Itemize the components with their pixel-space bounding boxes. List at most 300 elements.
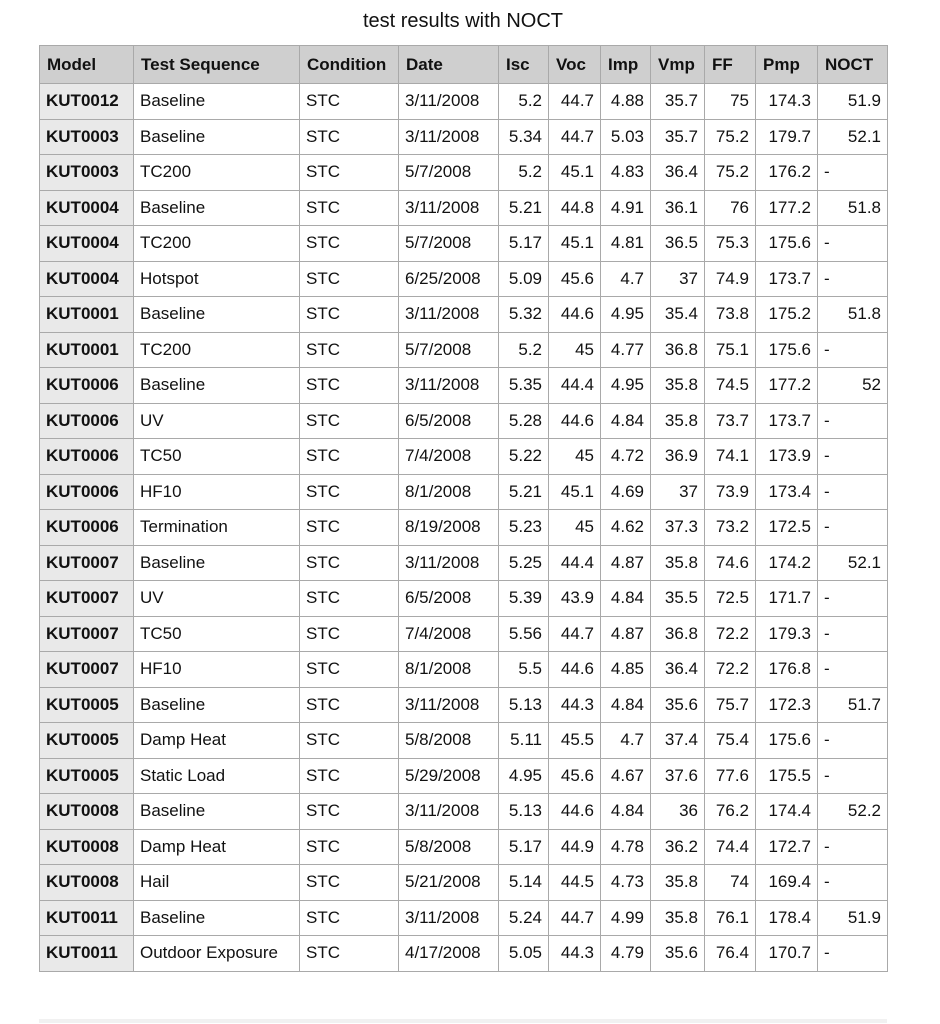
cell-imp: 4.85 xyxy=(601,652,651,688)
cell-vmp: 35.5 xyxy=(651,581,705,617)
cell-imp: 4.78 xyxy=(601,829,651,865)
cell-date: 6/5/2008 xyxy=(399,581,499,617)
cell-pmp: 174.2 xyxy=(756,545,818,581)
cell-vmp: 35.7 xyxy=(651,119,705,155)
cell-test-sequence: HF10 xyxy=(134,652,300,688)
cell-voc: 44.7 xyxy=(549,900,601,936)
cell-model: KUT0007 xyxy=(40,581,134,617)
cell-date: 3/11/2008 xyxy=(399,119,499,155)
cell-model: KUT0001 xyxy=(40,297,134,333)
cell-imp: 4.62 xyxy=(601,510,651,546)
cell-pmp: 173.4 xyxy=(756,474,818,510)
cell-noct: 51.9 xyxy=(818,84,888,120)
cell-condition: STC xyxy=(300,332,399,368)
cell-test-sequence: Baseline xyxy=(134,84,300,120)
cell-isc: 5.21 xyxy=(499,474,549,510)
cell-ff: 75.3 xyxy=(705,226,756,262)
cell-ff: 73.2 xyxy=(705,510,756,546)
cell-vmp: 36.5 xyxy=(651,226,705,262)
cell-condition: STC xyxy=(300,758,399,794)
table-row xyxy=(40,119,888,155)
cell-test-sequence: TC200 xyxy=(134,332,300,368)
cell-date: 5/7/2008 xyxy=(399,226,499,262)
cell-model: KUT0001 xyxy=(40,332,134,368)
cell-vmp: 35.7 xyxy=(651,84,705,120)
column-header-condition: Condition xyxy=(300,46,399,84)
cell-test-sequence: Outdoor Exposure xyxy=(134,936,300,972)
table-row xyxy=(40,687,888,723)
cell-vmp: 35.8 xyxy=(651,403,705,439)
cell-test-sequence: Hail xyxy=(134,865,300,901)
table-row xyxy=(40,652,888,688)
cell-imp: 5.03 xyxy=(601,119,651,155)
cell-voc: 45 xyxy=(549,439,601,475)
cell-voc: 45.1 xyxy=(549,474,601,510)
table-body xyxy=(40,84,888,972)
cell-pmp: 170.7 xyxy=(756,936,818,972)
cell-ff: 77.6 xyxy=(705,758,756,794)
cell-pmp: 174.4 xyxy=(756,794,818,830)
cell-ff: 74.4 xyxy=(705,829,756,865)
cell-voc: 44.7 xyxy=(549,119,601,155)
cell-imp: 4.95 xyxy=(601,368,651,404)
cell-test-sequence: Baseline xyxy=(134,545,300,581)
cell-vmp: 37 xyxy=(651,261,705,297)
cell-condition: STC xyxy=(300,368,399,404)
table-row xyxy=(40,758,888,794)
cell-ff: 74 xyxy=(705,865,756,901)
cell-date: 6/25/2008 xyxy=(399,261,499,297)
cell-model: KUT0004 xyxy=(40,261,134,297)
cell-ff: 72.5 xyxy=(705,581,756,617)
cell-voc: 44.4 xyxy=(549,545,601,581)
cell-test-sequence: TC200 xyxy=(134,226,300,262)
cell-test-sequence: HF10 xyxy=(134,474,300,510)
cell-pmp: 177.2 xyxy=(756,368,818,404)
cell-imp: 4.72 xyxy=(601,439,651,475)
cell-ff: 75.2 xyxy=(705,155,756,191)
cell-model: KUT0007 xyxy=(40,652,134,688)
cell-date: 5/29/2008 xyxy=(399,758,499,794)
cell-ff: 75.2 xyxy=(705,119,756,155)
cell-condition: STC xyxy=(300,900,399,936)
cell-pmp: 176.8 xyxy=(756,652,818,688)
cell-pmp: 175.2 xyxy=(756,297,818,333)
column-header-imp: Imp xyxy=(601,46,651,84)
cell-vmp: 36.8 xyxy=(651,616,705,652)
cell-test-sequence: Baseline xyxy=(134,794,300,830)
cell-test-sequence: Baseline xyxy=(134,297,300,333)
cell-date: 3/11/2008 xyxy=(399,84,499,120)
cell-pmp: 172.5 xyxy=(756,510,818,546)
cell-ff: 75 xyxy=(705,84,756,120)
cell-model: KUT0006 xyxy=(40,439,134,475)
cell-model: KUT0005 xyxy=(40,687,134,723)
cell-date: 6/5/2008 xyxy=(399,403,499,439)
cell-date: 5/8/2008 xyxy=(399,723,499,759)
cell-noct: - xyxy=(818,758,888,794)
cell-voc: 44.7 xyxy=(549,84,601,120)
table-row xyxy=(40,474,888,510)
cell-ff: 74.1 xyxy=(705,439,756,475)
cell-pmp: 175.6 xyxy=(756,226,818,262)
column-header-voc: Voc xyxy=(549,46,601,84)
cell-condition: STC xyxy=(300,403,399,439)
cell-voc: 45.5 xyxy=(549,723,601,759)
cell-vmp: 35.8 xyxy=(651,545,705,581)
cell-noct: 51.7 xyxy=(818,687,888,723)
cell-model: KUT0008 xyxy=(40,794,134,830)
cell-date: 8/1/2008 xyxy=(399,474,499,510)
cell-isc: 5.14 xyxy=(499,865,549,901)
cell-condition: STC xyxy=(300,581,399,617)
cell-condition: STC xyxy=(300,865,399,901)
cell-model: KUT0012 xyxy=(40,84,134,120)
cell-noct: - xyxy=(818,510,888,546)
cell-test-sequence: Baseline xyxy=(134,368,300,404)
cell-model: KUT0006 xyxy=(40,368,134,404)
cell-noct: - xyxy=(818,616,888,652)
cell-isc: 5.24 xyxy=(499,900,549,936)
cell-imp: 4.7 xyxy=(601,723,651,759)
table-row xyxy=(40,829,888,865)
cell-isc: 5.23 xyxy=(499,510,549,546)
column-header-model: Model xyxy=(40,46,134,84)
column-header-ff: FF xyxy=(705,46,756,84)
cell-noct: 51.8 xyxy=(818,190,888,226)
table-row xyxy=(40,936,888,972)
cell-model: KUT0004 xyxy=(40,226,134,262)
cell-isc: 5.32 xyxy=(499,297,549,333)
cell-ff: 72.2 xyxy=(705,652,756,688)
cell-voc: 44.9 xyxy=(549,829,601,865)
cell-date: 3/11/2008 xyxy=(399,368,499,404)
cell-condition: STC xyxy=(300,510,399,546)
cell-imp: 4.84 xyxy=(601,403,651,439)
column-header-date: Date xyxy=(399,46,499,84)
table-row xyxy=(40,581,888,617)
cell-condition: STC xyxy=(300,545,399,581)
cell-noct: - xyxy=(818,936,888,972)
cell-date: 5/8/2008 xyxy=(399,829,499,865)
cell-condition: STC xyxy=(300,474,399,510)
cell-voc: 44.6 xyxy=(549,652,601,688)
cell-pmp: 175.5 xyxy=(756,758,818,794)
cell-condition: STC xyxy=(300,723,399,759)
cell-test-sequence: TC50 xyxy=(134,616,300,652)
cell-date: 3/11/2008 xyxy=(399,190,499,226)
cell-pmp: 174.3 xyxy=(756,84,818,120)
cell-date: 4/17/2008 xyxy=(399,936,499,972)
cell-isc: 5.56 xyxy=(499,616,549,652)
cell-pmp: 173.7 xyxy=(756,403,818,439)
cell-isc: 5.05 xyxy=(499,936,549,972)
cell-pmp: 176.2 xyxy=(756,155,818,191)
cell-voc: 44.6 xyxy=(549,403,601,439)
cell-isc: 5.25 xyxy=(499,545,549,581)
cell-pmp: 175.6 xyxy=(756,332,818,368)
cell-condition: STC xyxy=(300,261,399,297)
table-row xyxy=(40,403,888,439)
cell-vmp: 36.4 xyxy=(651,652,705,688)
cell-model: KUT0005 xyxy=(40,723,134,759)
cell-date: 5/7/2008 xyxy=(399,332,499,368)
cell-imp: 4.84 xyxy=(601,687,651,723)
cell-condition: STC xyxy=(300,119,399,155)
cell-test-sequence: Baseline xyxy=(134,119,300,155)
cell-date: 5/21/2008 xyxy=(399,865,499,901)
cell-condition: STC xyxy=(300,936,399,972)
cell-test-sequence: Baseline xyxy=(134,687,300,723)
cell-test-sequence: Damp Heat xyxy=(134,723,300,759)
cell-voc: 44.3 xyxy=(549,687,601,723)
cell-ff: 76 xyxy=(705,190,756,226)
cell-condition: STC xyxy=(300,297,399,333)
cell-noct: - xyxy=(818,261,888,297)
cell-imp: 4.69 xyxy=(601,474,651,510)
cell-voc: 44.8 xyxy=(549,190,601,226)
cell-condition: STC xyxy=(300,616,399,652)
cell-noct: - xyxy=(818,403,888,439)
cell-pmp: 172.7 xyxy=(756,829,818,865)
cell-vmp: 36 xyxy=(651,794,705,830)
cell-model: KUT0008 xyxy=(40,865,134,901)
cell-vmp: 35.6 xyxy=(651,687,705,723)
cell-noct: 51.8 xyxy=(818,297,888,333)
cell-date: 7/4/2008 xyxy=(399,616,499,652)
cell-imp: 4.99 xyxy=(601,900,651,936)
cell-isc: 5.39 xyxy=(499,581,549,617)
cell-isc: 5.21 xyxy=(499,190,549,226)
cell-isc: 4.95 xyxy=(499,758,549,794)
cell-date: 8/19/2008 xyxy=(399,510,499,546)
cell-pmp: 175.6 xyxy=(756,723,818,759)
cell-condition: STC xyxy=(300,226,399,262)
table-row xyxy=(40,84,888,120)
cell-imp: 4.87 xyxy=(601,545,651,581)
cell-isc: 5.09 xyxy=(499,261,549,297)
cell-noct: - xyxy=(818,865,888,901)
cell-condition: STC xyxy=(300,84,399,120)
cell-model: KUT0011 xyxy=(40,900,134,936)
table-row xyxy=(40,297,888,333)
table-row xyxy=(40,261,888,297)
cell-imp: 4.95 xyxy=(601,297,651,333)
cell-test-sequence: Damp Heat xyxy=(134,829,300,865)
cell-imp: 4.84 xyxy=(601,581,651,617)
cell-imp: 4.79 xyxy=(601,936,651,972)
cell-isc: 5.35 xyxy=(499,368,549,404)
cell-noct: - xyxy=(818,474,888,510)
cell-isc: 5.2 xyxy=(499,84,549,120)
cell-ff: 72.2 xyxy=(705,616,756,652)
cell-imp: 4.7 xyxy=(601,261,651,297)
cell-condition: STC xyxy=(300,652,399,688)
header-row xyxy=(40,46,888,84)
cell-model: KUT0007 xyxy=(40,616,134,652)
cell-ff: 73.9 xyxy=(705,474,756,510)
cell-noct: 52.1 xyxy=(818,119,888,155)
cell-voc: 45.1 xyxy=(549,155,601,191)
cell-isc: 5.11 xyxy=(499,723,549,759)
cell-date: 3/11/2008 xyxy=(399,545,499,581)
table-row xyxy=(40,865,888,901)
cell-noct: 52 xyxy=(818,368,888,404)
cell-pmp: 171.7 xyxy=(756,581,818,617)
cell-ff: 76.4 xyxy=(705,936,756,972)
cell-imp: 4.84 xyxy=(601,794,651,830)
cell-model: KUT0006 xyxy=(40,510,134,546)
cell-date: 3/11/2008 xyxy=(399,900,499,936)
cell-imp: 4.88 xyxy=(601,84,651,120)
cell-condition: STC xyxy=(300,155,399,191)
table-row xyxy=(40,900,888,936)
cell-pmp: 179.3 xyxy=(756,616,818,652)
cell-date: 3/11/2008 xyxy=(399,687,499,723)
cell-ff: 75.7 xyxy=(705,687,756,723)
cell-vmp: 35.6 xyxy=(651,936,705,972)
cell-test-sequence: TC50 xyxy=(134,439,300,475)
cell-isc: 5.17 xyxy=(499,226,549,262)
cell-noct: 52.1 xyxy=(818,545,888,581)
cell-condition: STC xyxy=(300,439,399,475)
cell-test-sequence: Baseline xyxy=(134,900,300,936)
cell-test-sequence: Baseline xyxy=(134,190,300,226)
table-row xyxy=(40,439,888,475)
cell-test-sequence: UV xyxy=(134,581,300,617)
cell-voc: 44.6 xyxy=(549,297,601,333)
cell-vmp: 36.1 xyxy=(651,190,705,226)
cell-voc: 45.6 xyxy=(549,758,601,794)
cell-model: KUT0011 xyxy=(40,936,134,972)
cell-vmp: 36.9 xyxy=(651,439,705,475)
cell-date: 3/11/2008 xyxy=(399,297,499,333)
cell-ff: 73.7 xyxy=(705,403,756,439)
cell-ff: 75.1 xyxy=(705,332,756,368)
cell-imp: 4.73 xyxy=(601,865,651,901)
cell-vmp: 37.3 xyxy=(651,510,705,546)
cell-test-sequence: UV xyxy=(134,403,300,439)
cell-vmp: 37.6 xyxy=(651,758,705,794)
cell-vmp: 35.4 xyxy=(651,297,705,333)
cell-condition: STC xyxy=(300,829,399,865)
cell-imp: 4.67 xyxy=(601,758,651,794)
table-row xyxy=(40,332,888,368)
cell-isc: 5.2 xyxy=(499,155,549,191)
cell-model: KUT0007 xyxy=(40,545,134,581)
table-row xyxy=(40,226,888,262)
cell-date: 3/11/2008 xyxy=(399,794,499,830)
cell-noct: 52.2 xyxy=(818,794,888,830)
cell-ff: 76.1 xyxy=(705,900,756,936)
cell-date: 8/1/2008 xyxy=(399,652,499,688)
cell-voc: 44.7 xyxy=(549,616,601,652)
cell-model: KUT0003 xyxy=(40,119,134,155)
cell-noct: - xyxy=(818,652,888,688)
cell-condition: STC xyxy=(300,794,399,830)
cell-noct: - xyxy=(818,226,888,262)
table-caption: test results with NOCT xyxy=(362,10,564,32)
table-row xyxy=(40,616,888,652)
cell-noct: - xyxy=(818,439,888,475)
cell-isc: 5.28 xyxy=(499,403,549,439)
cell-vmp: 36.8 xyxy=(651,332,705,368)
cell-vmp: 37.4 xyxy=(651,723,705,759)
cell-noct: - xyxy=(818,581,888,617)
cell-vmp: 35.8 xyxy=(651,900,705,936)
table-row xyxy=(40,723,888,759)
cell-voc: 44.3 xyxy=(549,936,601,972)
cell-date: 5/7/2008 xyxy=(399,155,499,191)
cell-model: KUT0004 xyxy=(40,190,134,226)
cell-model: KUT0006 xyxy=(40,474,134,510)
cell-model: KUT0008 xyxy=(40,829,134,865)
table-row xyxy=(40,510,888,546)
cell-vmp: 37 xyxy=(651,474,705,510)
cell-test-sequence: Termination xyxy=(134,510,300,546)
cell-condition: STC xyxy=(300,687,399,723)
cell-imp: 4.77 xyxy=(601,332,651,368)
cell-imp: 4.81 xyxy=(601,226,651,262)
cell-pmp: 172.3 xyxy=(756,687,818,723)
cell-isc: 5.22 xyxy=(499,439,549,475)
cell-vmp: 35.8 xyxy=(651,865,705,901)
cell-pmp: 177.2 xyxy=(756,190,818,226)
cell-voc: 45.1 xyxy=(549,226,601,262)
results-table xyxy=(39,45,888,972)
cell-noct: 51.9 xyxy=(818,900,888,936)
bottom-edge xyxy=(39,1019,887,1023)
cell-pmp: 173.7 xyxy=(756,261,818,297)
table-row xyxy=(40,190,888,226)
cell-voc: 44.6 xyxy=(549,794,601,830)
cell-test-sequence: Hotspot xyxy=(134,261,300,297)
cell-imp: 4.83 xyxy=(601,155,651,191)
table-row xyxy=(40,794,888,830)
cell-voc: 45 xyxy=(549,510,601,546)
cell-isc: 5.13 xyxy=(499,687,549,723)
column-header-vmp: Vmp xyxy=(651,46,705,84)
cell-ff: 76.2 xyxy=(705,794,756,830)
cell-noct: - xyxy=(818,332,888,368)
cell-voc: 45 xyxy=(549,332,601,368)
cell-noct: - xyxy=(818,723,888,759)
column-header-isc: Isc xyxy=(499,46,549,84)
cell-imp: 4.87 xyxy=(601,616,651,652)
cell-isc: 5.5 xyxy=(499,652,549,688)
cell-voc: 45.6 xyxy=(549,261,601,297)
cell-pmp: 173.9 xyxy=(756,439,818,475)
cell-date: 7/4/2008 xyxy=(399,439,499,475)
table-row xyxy=(40,545,888,581)
cell-condition: STC xyxy=(300,190,399,226)
cell-imp: 4.91 xyxy=(601,190,651,226)
column-header-pmp: Pmp xyxy=(756,46,818,84)
cell-model: KUT0005 xyxy=(40,758,134,794)
cell-noct: - xyxy=(818,829,888,865)
cell-vmp: 36.4 xyxy=(651,155,705,191)
cell-vmp: 36.2 xyxy=(651,829,705,865)
cell-ff: 74.9 xyxy=(705,261,756,297)
cell-voc: 44.4 xyxy=(549,368,601,404)
cell-model: KUT0006 xyxy=(40,403,134,439)
cell-vmp: 35.8 xyxy=(651,368,705,404)
cell-ff: 73.8 xyxy=(705,297,756,333)
cell-isc: 5.2 xyxy=(499,332,549,368)
table-row xyxy=(40,368,888,404)
cell-pmp: 179.7 xyxy=(756,119,818,155)
cell-pmp: 178.4 xyxy=(756,900,818,936)
